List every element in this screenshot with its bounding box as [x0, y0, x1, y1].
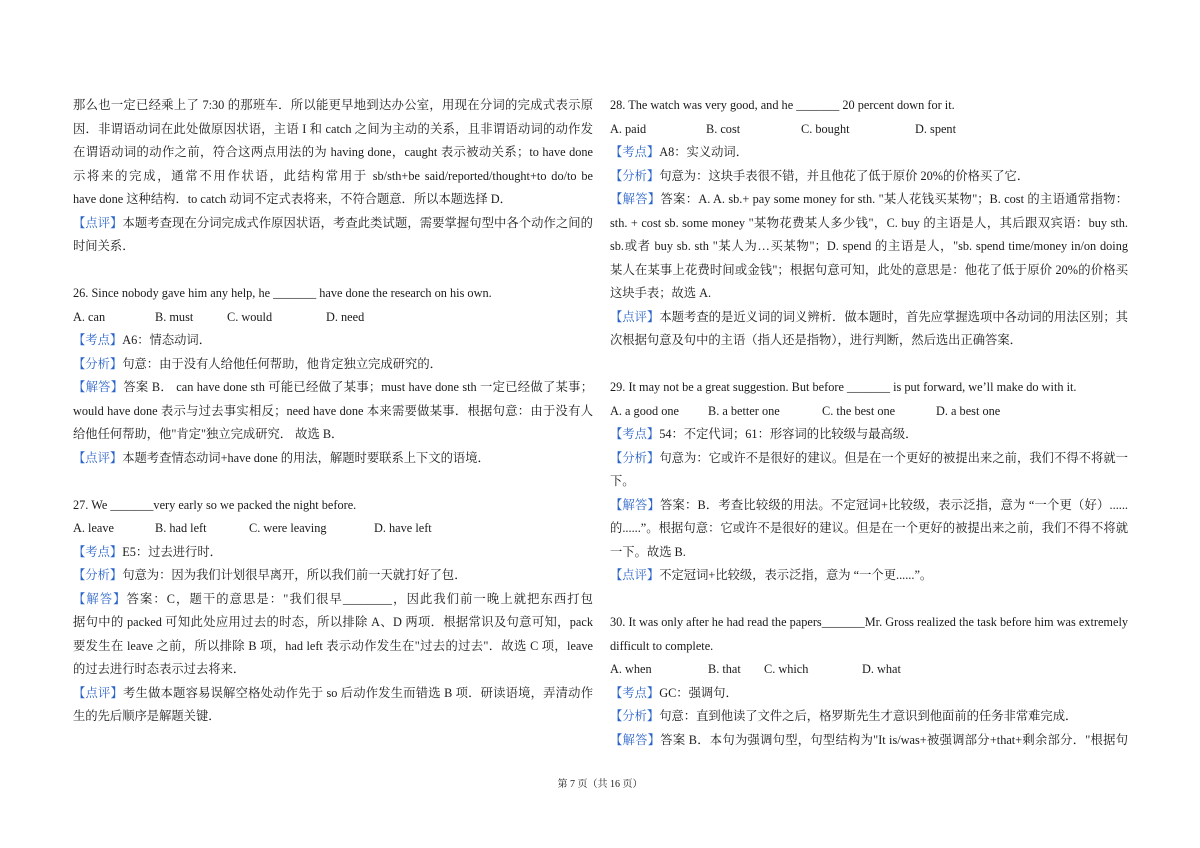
- option-d: D. need: [326, 309, 365, 324]
- jieda-line: 【解答】答案 B． can have done sth 可能已经做了某事；must have done sth 一定已经做了某事；: [73, 380, 593, 394]
- comment-tag: 【点评】: [73, 215, 123, 230]
- jieda-line: 【解答】答案：C，题干的意思是："我们很早________，因此我们前一晚上就把东西打包: [73, 591, 593, 606]
- option-c: C. would: [227, 309, 273, 324]
- text-line: 次根据句意及句中的主语（指人还是指物），进行判断，然后选出正确答案．: [610, 333, 1022, 347]
- kaodian-tag: 【考点】: [610, 685, 660, 700]
- text-line: 那么也一定已经乘上了 7:30 的那班车．所以能更早地到达办公室，用现在分词的完成式表示原: [73, 98, 593, 112]
- option-c: C. the best one: [822, 403, 896, 418]
- option-a: A. can: [73, 309, 106, 324]
- question-stem: 30. It was only after he had read the papers_______Mr. Gross realized the task before him was extremely: [610, 615, 1128, 629]
- left-column: [73, 94, 593, 729]
- question-stem: 28. The watch was very good, and he _______ 20 percent down for it.: [610, 98, 955, 112]
- text-line: 这块手表；故选 A.: [610, 286, 712, 300]
- option-d: D. a best one: [936, 403, 1001, 418]
- kaodian-line: 【考点】GC：强调句．: [610, 685, 738, 700]
- dianping-line: 【点评】本题考查情态动词+have done 的用法，解题时要联系上下文的语境．: [73, 450, 490, 465]
- option-b: B. cost: [706, 121, 741, 136]
- option-c: C. which: [764, 662, 809, 676]
- question-28: [610, 94, 1128, 353]
- question-26: [73, 282, 593, 470]
- text-line: 下。: [610, 474, 635, 488]
- options-row: [610, 658, 1128, 682]
- text-line: 的......”。根据句意：它或许不是很好的建议。但是在一个更好的被提出来之前，我们不得不将就: [610, 521, 1128, 535]
- page-footer: 第 7 页（共 16 页）: [557, 779, 643, 790]
- fenxi-line: 【分析】句意为：它或许不是很好的建议。但是在一个更好的被提出来之前，我们不得不将就一: [610, 450, 1128, 465]
- text-line: 时间关系．: [73, 239, 135, 253]
- option-a: A. a good one: [610, 403, 679, 418]
- question-stem: 26. Since nobody gave him any help, he _______ have done the research on his own.: [73, 286, 492, 300]
- fenxi-line: 【分析】句意：由于没有人给他任何帮助，他肯定独立完成研究的．: [73, 356, 442, 371]
- kaodian-line: 【考点】54：不定代词；61：形容词的比较级与最高级．: [610, 427, 918, 441]
- option-b: B. had left: [155, 521, 207, 535]
- dianping-line: 【点评】不定冠词+比较级，表示泛指，意为 “一个更......”。: [610, 568, 933, 582]
- option-a: A. leave: [73, 521, 114, 535]
- text-line: 的过去进行时态表示过去将来．: [73, 662, 246, 676]
- jieda-line: 【解答】答案 B．本句为强调句型，句型结构为"It is/was+被强调部分+that+剩余部分．"根据句: [610, 732, 1128, 747]
- question-30: [610, 611, 1128, 752]
- text-line: 因．非谓语动词在此处做原因状语，主语 I 和 catch 之间为主动的关系，且非谓语动词的动作发: [73, 121, 593, 136]
- comment-line: 【点评】本题考查现在分词完成式作原因状语，考查此类试题，需要掌握句型中各个动作之间的: [73, 215, 593, 230]
- jieda-line: 【解答】答案：B．考查比较级的用法。不定冠词+比较级，表示泛指，意为 “一个更（好）......: [610, 497, 1128, 512]
- text-line: 给他任何帮助，他"肯定"独立完成研究． 故选 B．: [73, 427, 344, 441]
- fenxi-tag: 【分析】: [73, 568, 123, 582]
- option-c: C. bought: [801, 121, 850, 136]
- question-27: [73, 494, 593, 729]
- text-line: 据句中的 packed 可知此处应用过去的时态，所以排除 A、D 两项．根据常识及句意可知，pack: [73, 615, 593, 629]
- question-29: [610, 376, 1128, 588]
- jieda-tag: 【解答】: [610, 732, 661, 747]
- dianping-tag: 【点评】: [610, 309, 660, 324]
- text-line: 在谓语动词的动作之前，符合这两点用法的为 having done，caught 表示被动关系；to have done: [73, 145, 593, 159]
- text-line: 一下。故选 B.: [610, 544, 686, 559]
- dianping-tag: 【点评】: [610, 568, 660, 582]
- option-a: A. when: [610, 662, 652, 676]
- text-line: sth. + cost sb. some money "某物花费某人多少钱"，C. buy 的主语是人，其后跟双宾语：buy sth.: [610, 215, 1128, 230]
- dianping-tag: 【点评】: [73, 685, 124, 700]
- kaodian-line: 【考点】A8：实义动词．: [610, 145, 749, 159]
- text-line: sb.或者 buy sb. sth "某人为…买某物"；D. spend 的主语是人，"sb. spend time/money in/on doing: [610, 239, 1128, 253]
- text-line: 示将来的完成，通常不用作状语，此结构常用于 sb/sth+be said/reported/thought+to do/to be: [73, 168, 593, 183]
- text-line: would have done 表示与过去事实相反；need have done 本来需要做某事．根据句意：由于没有人: [73, 403, 593, 418]
- option-a: A. paid: [610, 121, 647, 136]
- question-stem: 27. We _______very early so we packed the night before.: [73, 497, 357, 512]
- fenxi-tag: 【分析】: [73, 356, 123, 371]
- option-b: B. that: [708, 662, 741, 676]
- right-column: [610, 94, 1128, 752]
- fenxi-tag: 【分析】: [610, 168, 660, 183]
- question-stem: 29. It may not be a great suggestion. But before _______ is put forward, we’ll make do with it.: [610, 380, 1077, 394]
- kaodian-tag: 【考点】: [73, 544, 123, 559]
- options-row: [610, 400, 1128, 424]
- jieda-line: 【解答】答案：A. A. sb.+ pay some money for sth. "某人花钱买某物"；B. cost 的主语通常指物：: [610, 192, 1128, 206]
- dianping-line: 【点评】本题考查的是近义词的词义辨析．做本题时，首先应掌握选项中各动词的用法区别；其: [610, 309, 1128, 324]
- option-c: C. were leaving: [249, 521, 327, 535]
- kaodian-tag: 【考点】: [610, 427, 660, 441]
- option-b: B. a better one: [708, 403, 780, 418]
- options-row: [73, 517, 593, 541]
- text-line: 生的先后顺序是解题关键．: [73, 709, 221, 723]
- text-line: 要发生在 leave 之前，所以排除 B 项，had left 表示动作发生在"过去的过去"．故选 C 项，leave: [73, 638, 593, 653]
- jieda-tag: 【解答】: [73, 380, 124, 394]
- fenxi-line: 【分析】句意为：因为我们计划很早离开，所以我们前一天就打好了包．: [73, 568, 467, 582]
- kaodian-line: 【考点】E5：过去进行时．: [73, 544, 222, 559]
- jieda-tag: 【解答】: [610, 497, 661, 512]
- kaodian-tag: 【考点】: [73, 333, 123, 347]
- dianping-line: 【点评】考生做本题容易误解空格处动作先于 so 后动作发生而错选 B 项．研读语境，弄清动作: [73, 685, 593, 700]
- fenxi-tag: 【分析】: [610, 450, 660, 465]
- fenxi-line: 【分析】句意为：这块手表很不错，并且他花了低于原价 20%的价格买了它．: [610, 168, 1030, 183]
- text-line: 某人在某事上花费时间或金钱"；根据句意可知，此处的意思是：他花了低于原价 20%的价格买: [610, 262, 1128, 277]
- jieda-tag: 【解答】: [610, 192, 661, 206]
- kaodian-tag: 【考点】: [610, 145, 660, 159]
- fenxi-tag: 【分析】: [610, 709, 660, 723]
- kaodian-line: 【考点】A6：情态动词．: [73, 333, 212, 347]
- jieda-tag: 【解答】: [73, 591, 127, 606]
- option-d: D. what: [862, 662, 901, 676]
- text-line: have done 这种结构．to catch 动词不定式表将来，不符合题意．所以本题选择 D．: [73, 192, 512, 206]
- q25-explanation: [73, 94, 593, 259]
- option-d: D. spent: [915, 121, 956, 136]
- dianping-tag: 【点评】: [73, 450, 123, 465]
- option-d: D. have left: [374, 521, 432, 535]
- options-row: [73, 306, 593, 330]
- fenxi-line: 【分析】句意：直到他读了文件之后，格罗斯先生才意识到他面前的任务非常难完成．: [610, 709, 1078, 723]
- question-stem-cont: difficult to complete.: [610, 638, 714, 653]
- options-row: [610, 118, 1128, 142]
- option-b: B. must: [155, 309, 194, 324]
